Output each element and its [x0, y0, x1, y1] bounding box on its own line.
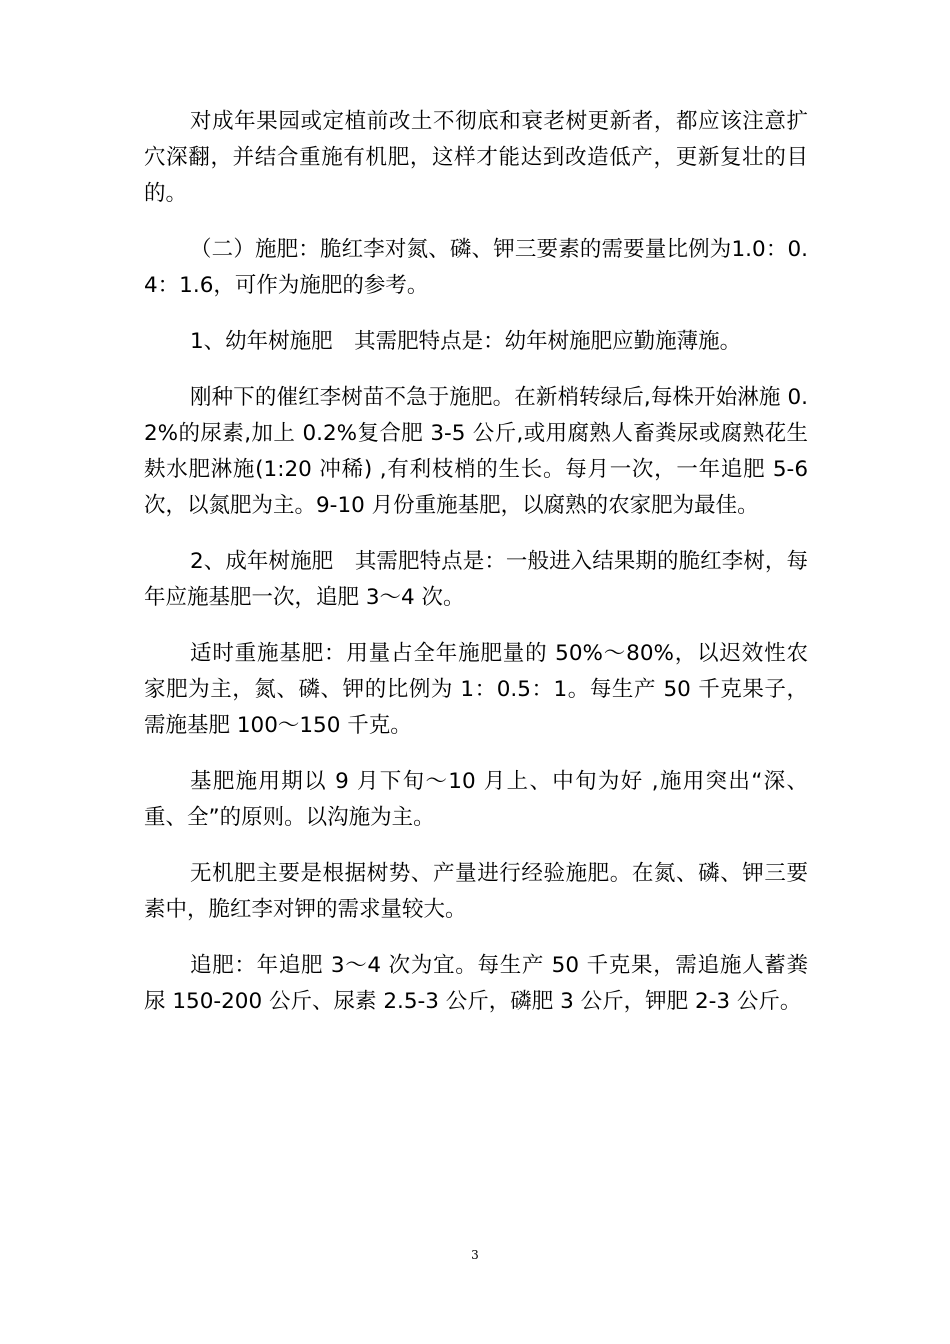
paragraph-top-dressing: 追肥：年追肥 3～4 次为宜。每生产 50 千克果，需追施人蓄粪尿 150-200 公斤、尿素 2.5-3 公斤，磷肥 3 公斤，钾肥 2-3 公斤。	[144, 953, 808, 1014]
paragraph-inorganic-fertilizer: 无机肥主要是根据树势、产量进行经验施肥。在氮、磷、钾三要素中，脆红李对钾的需求量较大。	[144, 861, 808, 922]
paragraph-mature-tree-heading: 2、成年树施肥 其需肥特点是：一般进入结果期的脆红李树，每年应施基肥一次，追肥 3～4 次。	[144, 549, 808, 610]
paragraph-young-tree-heading: 1、幼年树施肥 其需肥特点是：幼年树施肥应勤施薄施。	[190, 329, 742, 354]
paragraph-base-fertilizer: 适时重施基肥：用量占全年施肥量的 50%～80%，以迟效性农家肥为主，氮、磷、钾的比例为 1：0.5：1。每生产 50 千克果子，需施基肥 100～150 千克。	[144, 641, 808, 738]
paragraph-fertilizer-ratio: （二）施肥：脆红李对氮、磷、钾三要素的需要量比例为1.0：0.4：1.6，可作为施肥的参考。	[144, 237, 808, 298]
page-number: 3	[471, 1248, 479, 1262]
paragraph-young-tree-details: 刚种下的催红李树苗不急于施肥。在新梢转绿后,每株开始淋施 0.2%的尿素,加上 0.2%复合肥 3-5 公斤,或用腐熟人畜粪尿或腐熟花生麸水肥淋施(1:20 冲稀) ,有利枝梢的生长。每月一次，一年追肥 5-6 次，以氮肥为主。9-10 月份重施基肥，以腐熟的农家肥为最佳。	[144, 385, 815, 518]
document-body	[144, 104, 815, 1040]
paragraph-deep-plowing: 对成年果园或定植前改土不彻底和衰老树更新者，都应该注意扩穴深翻，并结合重施有机肥，这样才能达到改造低产，更新复壮的目的。	[144, 109, 808, 206]
paragraph-application-timing: 基肥施用期以 9 月下旬～10 月上、中旬为好 ,施用突出“深、重、全”的原则。以沟施为主。	[144, 769, 808, 830]
